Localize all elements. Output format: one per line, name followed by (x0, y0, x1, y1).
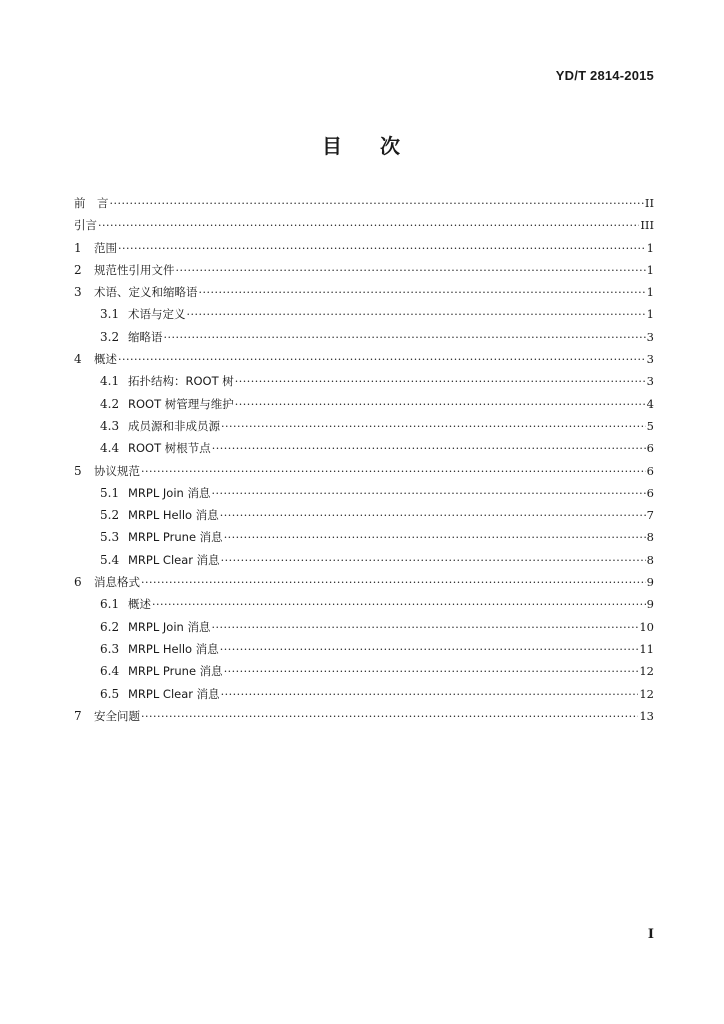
toc-entry-number: 5.1 (100, 485, 120, 500)
toc-entry-number: 6.2 (100, 619, 120, 634)
toc-leader-dots (176, 260, 646, 282)
toc-entry-page: 6 (646, 463, 654, 478)
toc-entry-number: 6.5 (100, 686, 120, 701)
toc-entry-page: 3 (646, 329, 654, 344)
toc-leader-dots (187, 304, 646, 326)
toc-entry-number: 4.1 (100, 374, 120, 389)
toc-entry-page: 7 (646, 508, 654, 523)
toc-entry-label: ROOT 树管理与维护 (128, 396, 234, 411)
toc-entry-page: 1 (646, 285, 654, 300)
toc-entry-label: 范围 (94, 240, 117, 255)
toc-entry-page: 10 (639, 619, 654, 634)
toc-entry[interactable] (74, 660, 654, 682)
toc-entry-label: 协议规范 (94, 463, 140, 478)
toc-entry-label: 概述 (94, 352, 117, 367)
toc-entry-number: 6 (74, 575, 82, 590)
toc-entry-label: MRPL Clear 消息 (128, 686, 220, 701)
toc-entry-number: 5.4 (100, 552, 120, 567)
toc-entry-page: 13 (639, 708, 654, 723)
toc-entry-page: 12 (639, 664, 654, 679)
toc-entry-page: 1 (646, 262, 654, 277)
toc-entry-label: ROOT 树根节点 (128, 441, 211, 456)
toc-leader-dots (141, 706, 638, 728)
toc-entry-label: 安全问题 (94, 708, 140, 723)
toc-leader-dots (118, 238, 646, 260)
toc-entry-number: 6.1 (100, 597, 120, 612)
toc-entry-number: 5.2 (100, 508, 120, 523)
toc-entry[interactable] (74, 303, 654, 325)
toc-leader-dots (221, 550, 646, 572)
toc-entry-page: 1 (646, 307, 654, 322)
toc-entry[interactable] (74, 504, 654, 526)
toc-entry[interactable] (74, 415, 654, 437)
toc-entry-label: MRPL Prune 消息 (128, 530, 223, 545)
toc-entry-number: 6.4 (100, 664, 120, 679)
toc-entry-page: 6 (646, 485, 654, 500)
toc-entry-label: MRPL Prune 消息 (128, 664, 223, 679)
toc-entry[interactable] (74, 259, 654, 281)
toc-entry-label: 成员源和非成员源 (128, 418, 220, 433)
toc-entry-page: 9 (646, 575, 654, 590)
toc-leader-dots (98, 215, 639, 237)
toc-entry-number: 1 (74, 240, 82, 255)
toc-entry-label: MRPL Hello 消息 (128, 641, 219, 656)
toc-entry-page: 3 (646, 374, 654, 389)
toc-entry-page: 5 (646, 418, 654, 433)
toc-entry[interactable] (74, 237, 654, 259)
toc-entry[interactable] (74, 683, 654, 705)
toc-leader-dots (110, 193, 644, 215)
toc-entry[interactable] (74, 393, 654, 415)
toc-leader-dots (221, 684, 639, 706)
toc-entry-number: 4.3 (100, 418, 120, 433)
toc-entry-number: 3 (74, 285, 82, 300)
toc-title-char-1: 目 (322, 134, 344, 158)
toc-entry[interactable] (74, 638, 654, 660)
toc-entry-number: 4 (74, 352, 82, 367)
toc-entry-number: 5.3 (100, 530, 120, 545)
toc-entry-page: II (644, 196, 654, 210)
toc-title (0, 130, 724, 159)
toc-leader-dots (224, 527, 646, 549)
toc-entry-page: 9 (646, 597, 654, 612)
toc-entry-page: 8 (646, 552, 654, 567)
toc-leader-dots (235, 394, 646, 416)
toc-entry-page: 4 (646, 396, 654, 411)
toc-leader-dots (212, 438, 646, 460)
toc-entry-label: 概述 (128, 597, 151, 612)
toc-leader-dots (211, 483, 645, 505)
toc-entry[interactable] (74, 214, 654, 236)
toc-entry-number: 3.2 (100, 329, 120, 344)
toc-leader-dots (224, 661, 639, 683)
toc-entry[interactable] (74, 192, 654, 214)
toc-entry[interactable] (74, 437, 654, 459)
toc-entry-page: 1 (646, 240, 654, 255)
toc-entry-label: 前 言 (74, 196, 109, 210)
toc-entry-page: 3 (646, 352, 654, 367)
toc-entry-number: 5 (74, 463, 82, 478)
toc-entry[interactable] (74, 370, 654, 392)
toc-leader-dots (221, 416, 646, 438)
toc-entry[interactable] (74, 348, 654, 370)
toc-entry-label: 术语、定义和缩略语 (94, 285, 198, 300)
toc-entry[interactable] (74, 460, 654, 482)
toc-entry-label: MRPL Join 消息 (128, 619, 211, 634)
toc-entry[interactable] (74, 616, 654, 638)
toc-entry-label: MRPL Join 消息 (128, 485, 211, 500)
toc-leader-dots (220, 639, 639, 661)
toc-entry-label: 拓扑结构：ROOT 树 (128, 374, 234, 389)
toc-entry-number: 3.1 (100, 307, 120, 322)
toc-entry-number: 7 (74, 708, 82, 723)
toc-leader-dots (152, 594, 646, 616)
table-of-contents (74, 192, 654, 727)
toc-entry[interactable] (74, 482, 654, 504)
toc-entry-number: 2 (74, 262, 82, 277)
toc-entry-page: III (640, 218, 654, 233)
toc-leader-dots (211, 617, 638, 639)
toc-entry-page: 11 (639, 641, 654, 656)
toc-entry[interactable] (74, 549, 654, 571)
toc-entry-page: 8 (646, 530, 654, 545)
toc-title-char-2: 次 (380, 134, 402, 158)
document-code: YD/T 2814-2015 (555, 68, 654, 83)
toc-leader-dots (199, 282, 646, 304)
toc-leader-dots (118, 349, 646, 371)
toc-entry-label: 引言 (74, 218, 97, 233)
toc-leader-dots (235, 371, 646, 393)
toc-entry-label: 消息格式 (94, 575, 140, 590)
toc-entry[interactable] (74, 571, 654, 593)
toc-entry-label: MRPL Clear 消息 (128, 552, 220, 567)
toc-entry-label: MRPL Hello 消息 (128, 508, 219, 523)
toc-entry-number: 4.2 (100, 396, 120, 411)
toc-entry-label: 缩略语 (128, 329, 163, 344)
toc-entry-label: 规范性引用文件 (94, 262, 175, 277)
toc-entry[interactable] (74, 526, 654, 548)
toc-leader-dots (141, 461, 646, 483)
toc-entry[interactable] (74, 281, 654, 303)
toc-entry[interactable] (74, 593, 654, 615)
toc-entry[interactable] (74, 326, 654, 348)
toc-leader-dots (164, 327, 646, 349)
toc-leader-dots (220, 505, 646, 527)
toc-entry-page: 12 (639, 686, 654, 701)
toc-entry[interactable] (74, 705, 654, 727)
toc-entry-number: 4.4 (100, 441, 120, 456)
page-number: I (647, 927, 654, 942)
toc-leader-dots (141, 572, 646, 594)
toc-entry-page: 6 (646, 441, 654, 456)
toc-entry-number: 6.3 (100, 641, 120, 656)
toc-entry-label: 术语与定义 (128, 307, 186, 322)
